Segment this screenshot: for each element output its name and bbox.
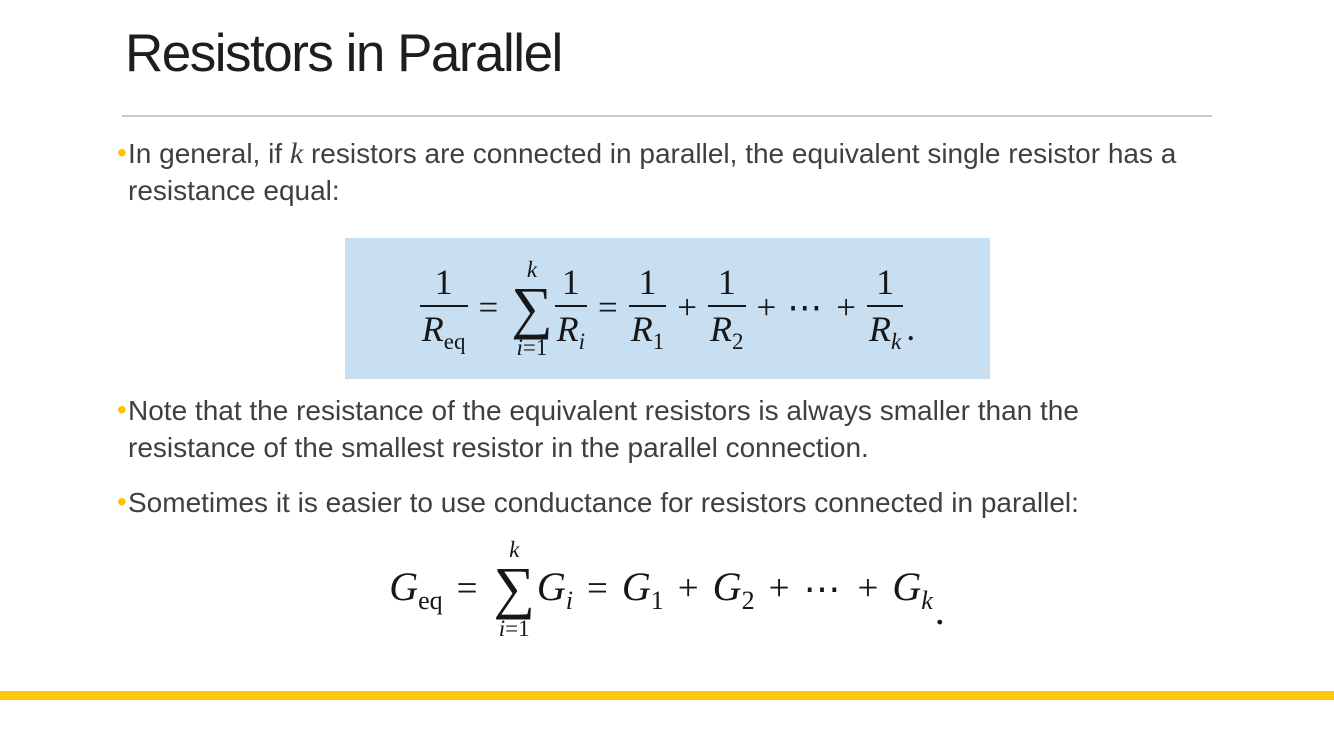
plus-sign: + <box>768 568 790 610</box>
term-G2 <box>713 563 755 614</box>
bullet-dot-icon: • <box>117 486 127 517</box>
sub-1: 1 <box>652 329 665 355</box>
period: . <box>934 587 945 633</box>
sub-k: k <box>891 329 902 355</box>
bullet2-text: Note that the resistance of the equivalent resistors is always smaller than the resistance of the smallest resistor in the parallel connection. <box>128 395 1079 463</box>
fraction-bar <box>629 305 667 307</box>
sub-1: 1 <box>650 586 664 616</box>
conductance-equation <box>0 538 1334 640</box>
fraction-bar <box>708 305 746 307</box>
numerator: 1 <box>717 261 736 302</box>
resistance-equation <box>420 258 915 360</box>
var-R: R <box>630 309 653 350</box>
bullet1-text-post: resistors are connected in parallel, the equivalent single resistor has a resistance equal: <box>128 138 1177 206</box>
fraction-bar <box>867 305 903 307</box>
fraction-bar <box>555 305 587 307</box>
sub-2: 2 <box>741 586 755 616</box>
bullet-dot-icon: • <box>117 137 127 168</box>
var-G: G <box>892 564 922 610</box>
var-G: G <box>536 564 566 610</box>
equals-sign: = <box>587 568 608 610</box>
sum-upper-limit: k <box>526 256 538 282</box>
summation <box>511 258 552 360</box>
denominator-R1 <box>629 311 667 353</box>
var-G: G <box>712 564 742 610</box>
var-i: i <box>498 615 506 641</box>
sum-lower-limit <box>499 617 530 640</box>
sigma-icon: ∑ <box>493 555 535 620</box>
plus-sign: + <box>857 568 879 610</box>
plus-sign: + <box>836 288 856 328</box>
var-i: i <box>516 335 523 361</box>
var-R: R <box>869 309 891 350</box>
period: . <box>906 308 916 349</box>
fraction-one-over-R1 <box>629 261 667 355</box>
plus-sign: + <box>756 288 777 328</box>
numerator: 1 <box>561 261 580 302</box>
lower-limit-rest: =1 <box>522 335 548 361</box>
math-var-k: k <box>289 137 304 170</box>
equals-sign: = <box>456 568 478 610</box>
sub-k: k <box>921 586 933 616</box>
numerator: 1 <box>434 261 453 302</box>
denominator-Req <box>420 311 468 353</box>
equals-sign: = <box>478 288 499 328</box>
plus-sign: + <box>677 568 699 610</box>
numerator: 1 <box>638 261 657 302</box>
term-Gk <box>892 563 932 614</box>
sub-eq: eq <box>443 329 466 355</box>
fraction-one-over-Ri <box>555 261 587 355</box>
slide-title: Resistors in Parallel <box>125 24 562 83</box>
ellipsis: ⋯ <box>803 568 844 610</box>
ellipsis: ⋯ <box>787 288 826 328</box>
var-G: G <box>621 564 651 610</box>
term-Gi <box>537 563 573 614</box>
fraction-one-over-Req <box>420 261 468 355</box>
numerator: 1 <box>876 261 895 302</box>
sub-2: 2 <box>732 329 744 355</box>
sub-i: i <box>565 586 574 616</box>
bullet-general-rule <box>117 136 1208 209</box>
bullet-dot-icon: • <box>117 394 127 425</box>
summation <box>494 538 535 640</box>
title-divider <box>122 115 1212 117</box>
plus-sign: + <box>677 288 697 328</box>
sum-lower-limit <box>516 336 547 359</box>
fraction-one-over-R2 <box>708 261 746 355</box>
bullet1-text-pre: In general, if <box>128 138 290 169</box>
fraction-bar <box>420 305 468 307</box>
term-Geq <box>389 563 442 614</box>
bullet3-text: Sometimes it is easier to use conductance for resistors connected in parallel: <box>128 487 1079 518</box>
denominator-R2 <box>708 311 746 353</box>
sum-upper-limit: k <box>509 537 520 562</box>
denominator-Ri <box>555 311 587 353</box>
equals-sign: = <box>598 288 618 328</box>
var-G: G <box>389 564 419 610</box>
var-R: R <box>710 309 732 350</box>
bullet-note <box>117 393 1208 466</box>
bullet-conductance <box>117 485 1208 522</box>
fraction-one-over-Rk <box>867 261 903 355</box>
sub-eq: eq <box>418 586 443 616</box>
var-R: R <box>421 309 444 350</box>
sub-i: i <box>578 329 585 355</box>
resistance-equation-highlight <box>345 238 990 379</box>
var-R: R <box>556 309 579 350</box>
denominator-Rk <box>867 311 903 353</box>
term-G1 <box>622 563 664 614</box>
bottom-accent-bar <box>0 691 1334 700</box>
lower-limit-rest: =1 <box>505 615 530 641</box>
sigma-icon: ∑ <box>511 274 553 340</box>
